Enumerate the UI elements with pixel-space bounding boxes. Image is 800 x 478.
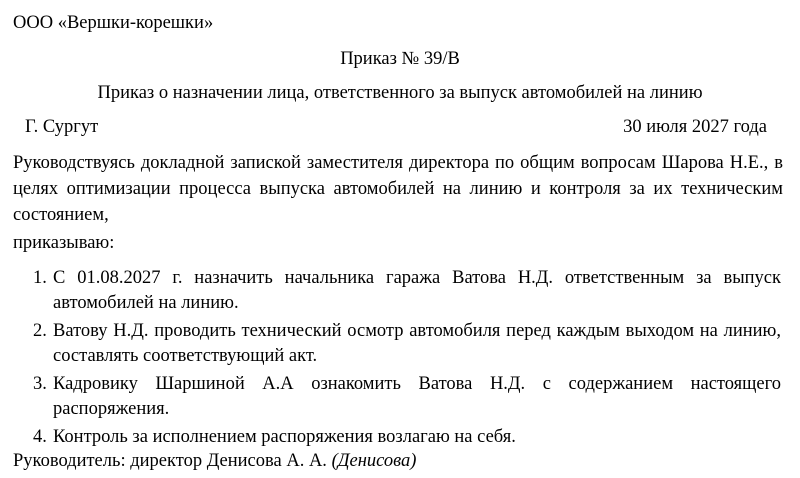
- order-item: [33, 372, 781, 422]
- order-item: [33, 319, 781, 369]
- order-items-list: [33, 266, 781, 453]
- order-number: Приказ № 39/В: [340, 49, 460, 69]
- order-title: Приказ о назначении лица, ответственного за выпуск автомобилей на линию: [97, 83, 703, 103]
- order-word: приказываю:: [13, 233, 115, 253]
- preamble-paragraph: Руководствуясь докладной запиской заместителя директора по общим вопросам Шарова Н.Е., в целях оптимизации процесса выпуска автомобилей на линию и контроля за их техническим состоянием,: [13, 153, 783, 225]
- organization-name: ООО «Вершки-корешки»: [13, 13, 214, 33]
- order-item-text: Ватову Н.Д. проводить технический осмотр автомобиля перед каждым выходом на линию, составлять соответствующий акт.: [53, 321, 781, 366]
- signature-label: Руководитель: директор Денисова А. А.: [13, 451, 327, 471]
- order-item: [33, 425, 781, 450]
- order-item-text: С 01.08.2027 г. назначить начальника гаража Ватова Н.Д. ответственным за выпуск автомобилей на линию.: [53, 268, 781, 313]
- order-item: [33, 266, 781, 316]
- order-item-number: 4.: [33, 427, 47, 447]
- order-item-number: 1.: [33, 268, 47, 288]
- order-item-text: Кадровику Шаршиной А.А ознакомить Ватова Н.Д. с содержанием настоящего распоряжения.: [53, 374, 781, 419]
- signature-handwritten-name: (Денисова): [331, 451, 417, 471]
- order-item-text: Контроль за исполнением распоряжения возлагаю на себя.: [53, 427, 516, 447]
- city: Г. Сургут: [25, 117, 99, 137]
- order-date: 30 июля 2027 года: [623, 117, 767, 137]
- order-item-number: 2.: [33, 321, 47, 341]
- signature-line: [13, 450, 416, 472]
- order-item-number: 3.: [33, 374, 47, 394]
